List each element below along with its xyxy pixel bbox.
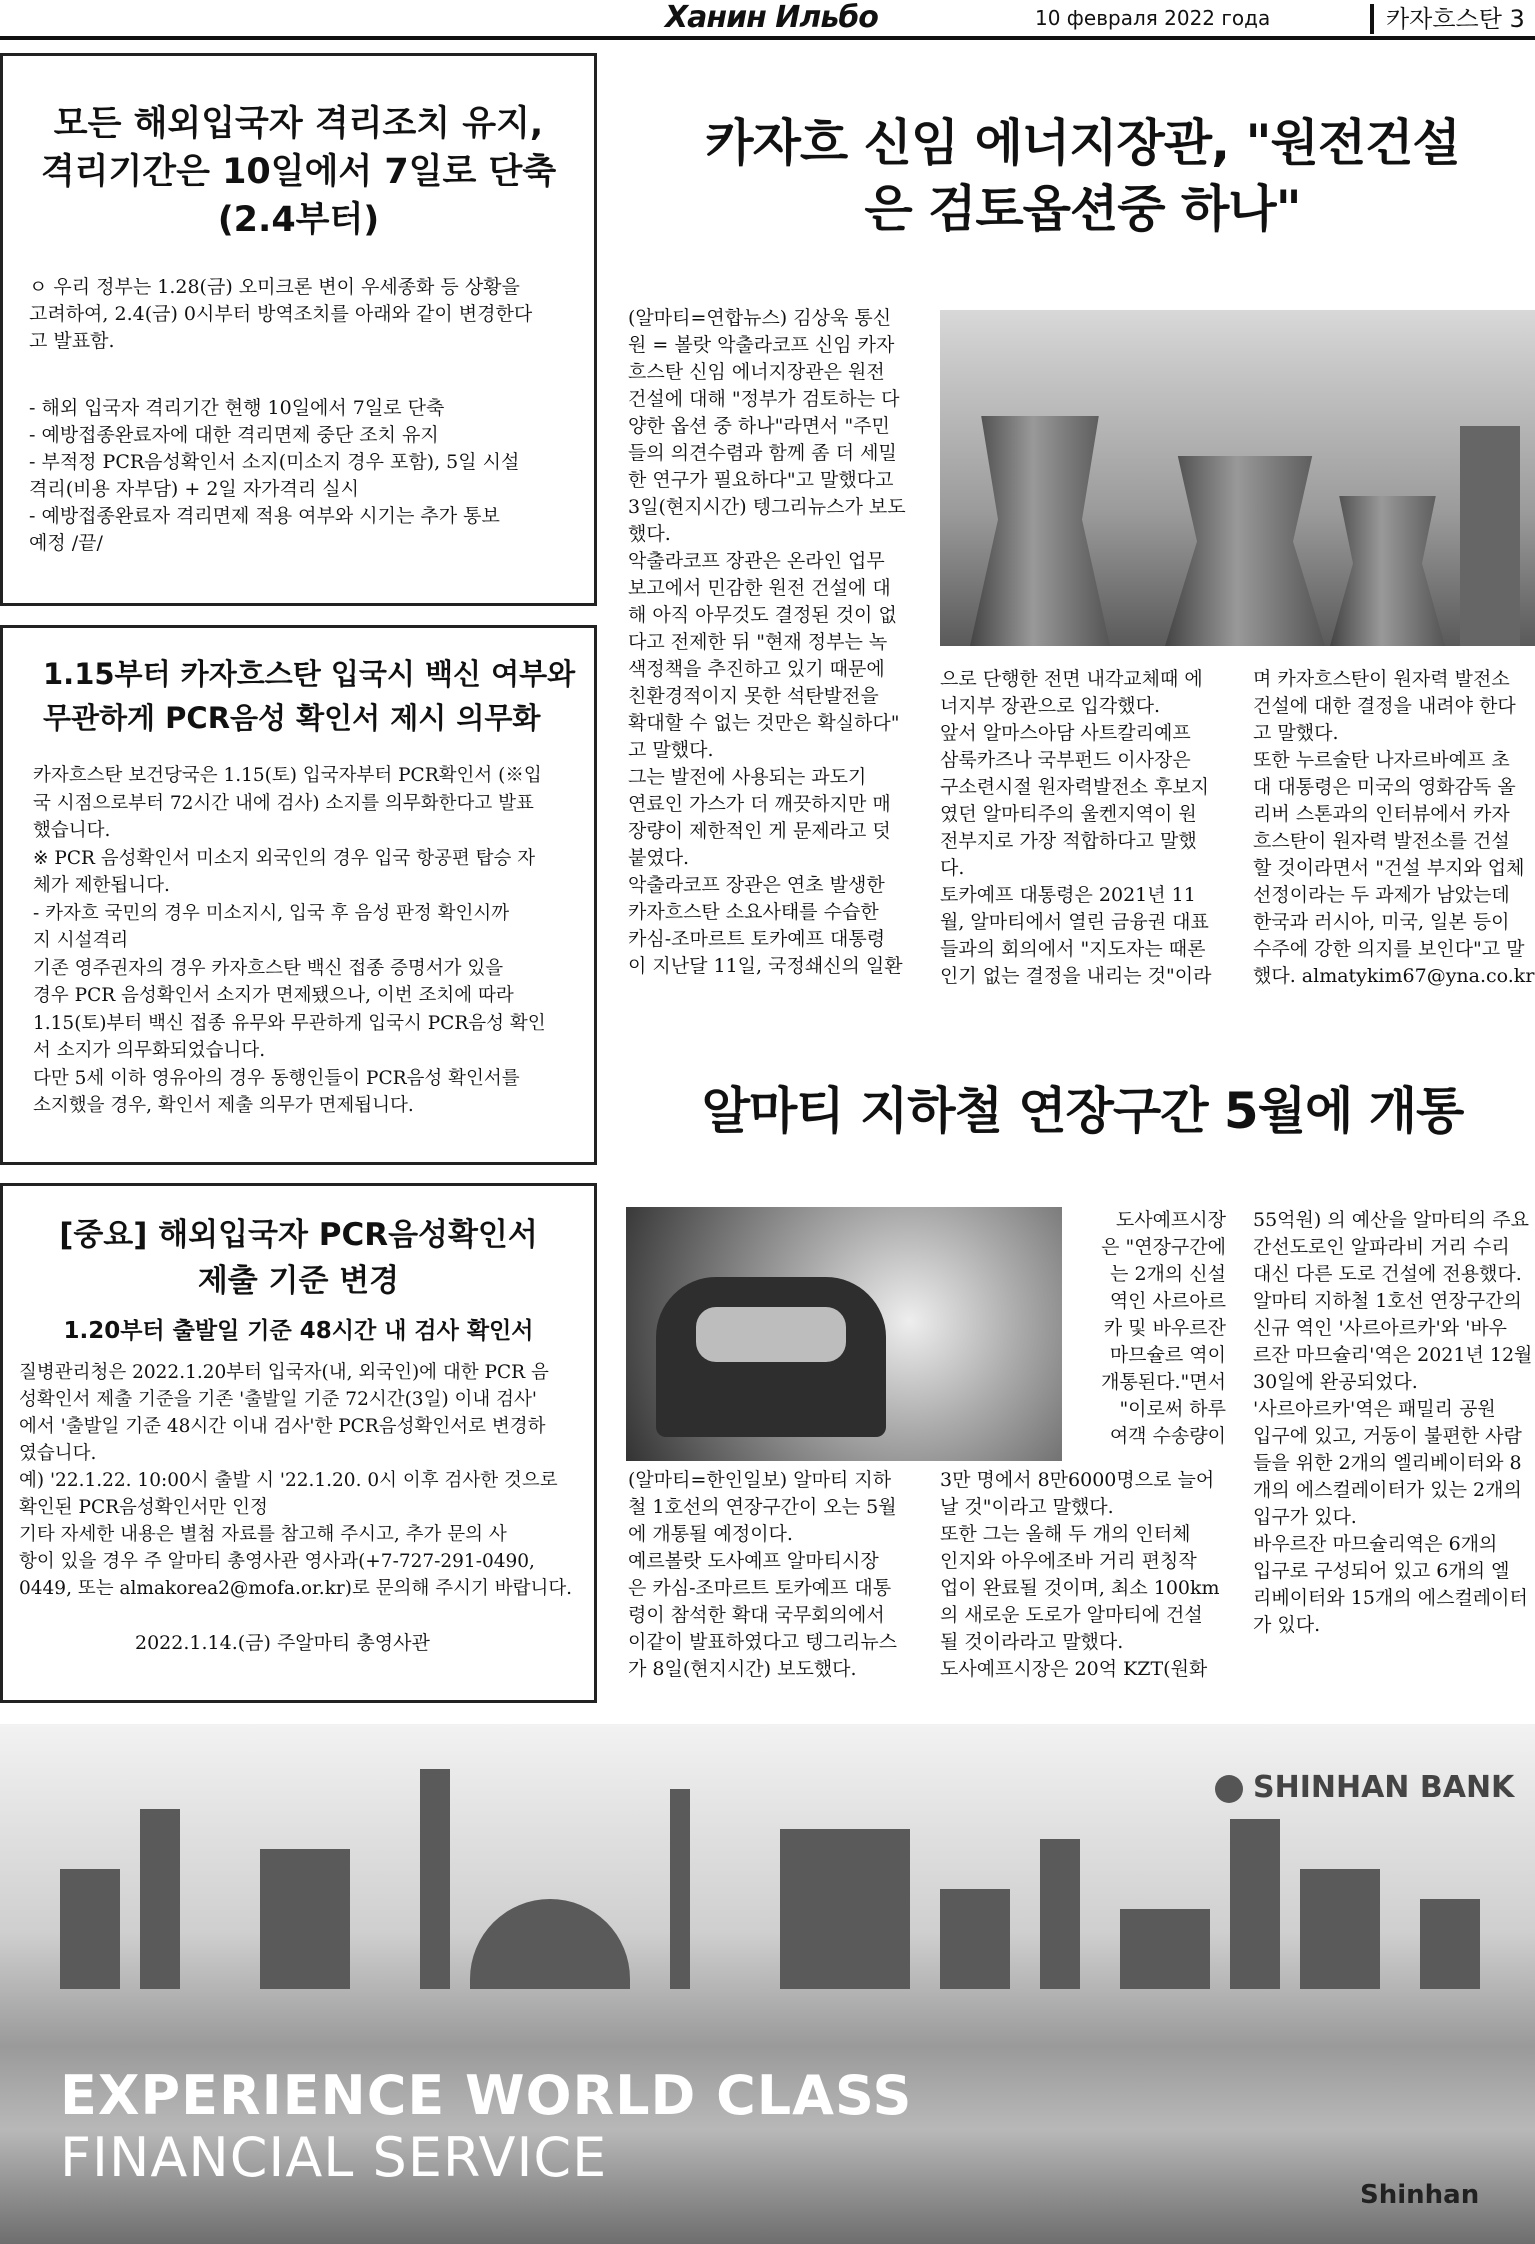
- notice-box-quarantine: [0, 53, 597, 606]
- notice-title-line: 무관하게 PCR음성 확인서 제시 의무화: [43, 701, 541, 735]
- text-line: 역인 사르아르: [1109, 1290, 1226, 1312]
- notice-line: 1.15(토)부터 백신 접종 유무와 무관하게 입국시 PCR음성 확인: [33, 1012, 546, 1034]
- notice-title-line: 모든 해외입국자 격리조치 유지,: [53, 104, 544, 144]
- text-line: 입구가 있다.: [1253, 1506, 1357, 1528]
- text-line: 원 = 볼랏 악출라코프 신임 카자: [628, 334, 895, 356]
- text-line: 보고에서 민감한 원전 건설에 대: [628, 577, 891, 599]
- notice-line: 경우 PCR 음성확인서 소지가 면제됐으나, 이번 조치에 따라: [33, 985, 514, 1006]
- text-line: 령이 참석한 확대 국무회의에서: [628, 1604, 885, 1626]
- text-line: 55억원) 의 예산을 알마티의 주요: [1253, 1209, 1529, 1231]
- text-line: 여객 수송량이: [1109, 1425, 1226, 1447]
- text-line: 리버 스톤과의 인터뷰에서 카자: [1253, 803, 1510, 825]
- shinhan-logo-text: Shinhan: [1360, 2180, 1480, 2210]
- notice-line: - 부적정 PCR음성확인서 소지(미소지 경우 포함), 5일 시설: [29, 451, 520, 473]
- notice-line: 카자흐스탄 보건당국은 1.15(토) 입국자부터 PCR확인서 (※입: [33, 765, 542, 786]
- text-line: 신규 역인 '사르아르카'와 '바우: [1253, 1317, 1508, 1339]
- text-line: 양한 옵션 중 하나"라면서 "주민: [628, 415, 890, 437]
- text-line: 가 있다.: [1253, 1614, 1321, 1636]
- notice-line: 체가 제한됩니다.: [33, 875, 170, 896]
- notice-line: 였습니다.: [19, 1443, 97, 1464]
- article-column: [628, 1467, 918, 1683]
- notice-line: - 예방접종완료자에 대한 격리면제 중단 조치 유지: [29, 424, 439, 446]
- text-line: 했다.: [628, 523, 671, 545]
- text-line: 너지부 장관으로 입각했다.: [940, 695, 1161, 717]
- notice-line: 소지했을 경우, 확인서 제출 의무가 면제됩니다.: [33, 1095, 414, 1116]
- text-line: 리베이터와 15개의 에스컬레이터: [1253, 1587, 1528, 1609]
- text-line: 예르볼랏 도사예프 알마티시장: [628, 1550, 879, 1572]
- notice-line: 서 소지가 의무화되었습니다.: [33, 1040, 266, 1061]
- text-line: 한 연구가 필요하다"고 말했다고: [628, 469, 894, 491]
- text-line: 철 1호선의 연장구간이 오는 5월: [628, 1496, 897, 1518]
- text-line: 해 아직 아무것도 결정된 것이 없: [628, 604, 897, 626]
- notice-title-line: 격리기간은 10일에서 7일로 단축: [40, 152, 557, 192]
- text-line: 인지와 아우에조바 거리 편칭작: [940, 1550, 1197, 1572]
- notice-line: 성확인서 제출 기준을 기존 '출발일 기준 72시간(3일) 이내 검사': [19, 1389, 537, 1410]
- notice-line: 고려하여, 2.4(금) 0시부터 방역조치를 아래와 같이 변경한다: [29, 303, 533, 325]
- text-line: 선정이라는 두 과제가 남았는데: [1253, 884, 1510, 906]
- article-headline: 알마티 지하철 연장구간 5월에 개통: [701, 1082, 1464, 1140]
- text-line: 날 것"이라고 말했다.: [940, 1496, 1114, 1518]
- headline-line: 은 검토옵션중 하나": [864, 180, 1301, 238]
- ad-tagline: FINANCIAL SERVICE: [60, 2126, 608, 2189]
- text-line: 카 및 바우르잔: [1103, 1317, 1226, 1339]
- article-column: [940, 1467, 1230, 1683]
- text-line: 악출라코프 장관은 온라인 업무: [628, 550, 885, 572]
- notice-line: 예) '22.1.22. 10:00시 출발 시 '22.1.20. 0시 이후 검사한 것으로: [19, 1470, 558, 1491]
- text-line: 될 것이라라고 말했다.: [940, 1631, 1124, 1653]
- notice-line: [29, 355, 574, 395]
- text-line: 또한 그는 올해 두 개의 인터체: [940, 1523, 1191, 1545]
- text-line: 들을 위한 2개의 엘리베이터와 8: [1253, 1452, 1522, 1474]
- notice-box-pcr-48h: [0, 1183, 597, 1703]
- text-line: 수주에 강한 의지를 보인다"고 말: [1253, 938, 1525, 960]
- article-column: [1096, 1207, 1226, 1450]
- text-line: 간선도로인 알파라비 거리 수리: [1253, 1236, 1510, 1258]
- text-line: 흐스탄이 원자력 발전소를 건설: [1253, 830, 1510, 852]
- text-line: 3일(현지시간) 텡그리뉴스가 보도: [628, 496, 906, 518]
- text-line: 이같이 발표하였다고 텡그리뉴스: [628, 1631, 898, 1653]
- text-line: 건설에 대해 "정부가 검토하는 다: [628, 388, 900, 410]
- text-line: (알마티=연합뉴스) 김상욱 통신: [628, 307, 892, 329]
- notice-title-line: 제출 기준 변경: [197, 1263, 400, 1299]
- notice-line: 국 시점으로부터 72시간 내에 검사) 소지를 의무화한다고 발표: [33, 792, 534, 814]
- text-line: 대신 다른 도로 건설에 전용했다.: [1253, 1263, 1522, 1285]
- notice-line: ※ PCR 음성확인서 미소지 외국인의 경우 입국 항공편 탑승 자: [33, 847, 536, 869]
- text-line: 색정책을 추진하고 있기 때문에: [628, 658, 885, 680]
- text-line: 입구에 있고, 거동이 불편한 사람: [1253, 1425, 1522, 1447]
- text-line: 확대할 수 없는 것만은 확실하다": [628, 712, 900, 734]
- text-line: 할 것이라면서 "건설 부지와 업체: [1253, 857, 1525, 879]
- notice-line: 질병관리청은 2022.1.20부터 입국자(내, 외국인)에 대한 PCR 음: [19, 1362, 549, 1383]
- notice-line: 항이 있을 경우 주 알마티 총영사관 영사과(+7-727-291-0490,: [19, 1551, 535, 1572]
- metro-train-photo: [626, 1207, 1062, 1461]
- notice-line: 기타 자세한 내용은 별첨 자료를 참고해 주시고, 추가 문의 사: [19, 1524, 507, 1545]
- text-line: 다고 전제한 뒤 "현재 정부는 녹: [628, 631, 888, 653]
- text-line: 대 대통령은 미국의 영화감독 올: [1253, 776, 1516, 798]
- text-line: 카자흐스탄 소요사태를 수습한: [628, 901, 879, 923]
- text-line: 개의 에스컬레이터가 있는 2개의: [1253, 1479, 1522, 1501]
- headline-line: 카자흐 신임 에너지장관, "원전건설: [705, 114, 1460, 172]
- article-column: [628, 305, 928, 980]
- text-line: 인기 없는 결정을 내리는 것"이라: [940, 965, 1212, 987]
- section-label: 카자흐스탄 3: [1370, 4, 1525, 34]
- text-line: 도사예프시장은 20억 KZT(원화: [940, 1658, 1208, 1680]
- issue-date: 10 февраля 2022 года: [1035, 6, 1271, 30]
- notice-line: 예정 /끝/: [29, 532, 103, 554]
- text-line: '사르아르카'역은 패밀리 공원: [1253, 1398, 1496, 1420]
- article-headline: [630, 110, 1535, 242]
- notice-line: ㅇ 우리 정부는 1.28(금) 오미크론 변이 우세종화 등 상황을: [29, 276, 520, 298]
- text-line: 앞서 알마스아담 사트칼리예프: [940, 722, 1191, 744]
- notice-title-line: [중요] 해외입국자 PCR음성확인서: [59, 1217, 538, 1253]
- text-line: 였던 알마티주의 울켄지역이 원: [940, 803, 1197, 825]
- notice-title-line: (2.4부터): [217, 200, 380, 240]
- text-line: 도사예프시장: [1115, 1209, 1226, 1231]
- notice-line: 고 발표함.: [29, 330, 115, 352]
- notice-footer: 2022.1.14.(금) 주알마티 총영사관: [135, 1632, 430, 1654]
- text-line: 악출라코프 장관은 연초 발생한: [628, 874, 885, 896]
- text-line: 구소련시절 원자력발전소 후보지: [940, 776, 1210, 798]
- bank-brand: [1215, 1770, 1514, 1805]
- notice-line: 기존 영주권자의 경우 카자흐스탄 백신 접종 증명서가 있을: [33, 957, 504, 979]
- notice-line: 에서 '출발일 기준 48시간 이내 검사'한 PCR음성확인서로 변경하: [19, 1416, 546, 1437]
- text-line: 다.: [940, 857, 965, 879]
- notice-line: 다만 5세 이하 영유아의 경우 동행인들이 PCR음성 확인서를: [33, 1067, 520, 1089]
- text-line: 그는 발전에 사용되는 과도기: [628, 766, 867, 788]
- text-line: 흐스탄 신임 에너지장관은 원전: [628, 361, 885, 383]
- text-line: 했다. almatykim67@yna.co.kr: [1253, 965, 1535, 987]
- text-line: 건설에 대한 결정을 내려야 한다: [1253, 695, 1516, 717]
- article-column: [1253, 1207, 1535, 1639]
- text-line: 의 새로운 도로가 알마티에 건설: [940, 1604, 1203, 1626]
- notice-line: - 해외 입국자 격리기간 현행 10일에서 7일로 단축: [29, 397, 445, 419]
- text-line: 는 2개의 신설: [1110, 1263, 1226, 1285]
- notice-line: 격리(비용 자부담) + 2일 자가격리 실시: [29, 478, 359, 500]
- text-line: 에 개통될 예정이다.: [628, 1523, 793, 1545]
- text-line: 들의 의견수렴과 함께 좀 더 세밀: [628, 442, 897, 464]
- notice-title-line: 1.15부터 카자흐스탄 입국시 백신 여부와: [43, 657, 576, 691]
- text-line: 바우르잔 마므슐리역은 6개의: [1253, 1533, 1498, 1555]
- text-line: 으로 단행한 전면 내각교체때 에: [940, 668, 1203, 690]
- masthead: Ханин Ильбо: [665, 0, 878, 35]
- text-line: 은 "연장구간에: [1101, 1236, 1226, 1258]
- text-line: 이 지난달 11일, 국정쇄신의 일환: [628, 955, 903, 977]
- ad-tagline: EXPERIENCE WORLD CLASS: [60, 2064, 913, 2127]
- text-line: 친환경적이지 못한 석탄발전을: [628, 685, 879, 707]
- text-line: 입구로 구성되어 있고 6개의 엘: [1253, 1560, 1510, 1582]
- header-rule: [0, 36, 1535, 40]
- text-line: 한국과 러시아, 미국, 일본 등이: [1253, 911, 1510, 933]
- text-line: 알마티 지하철 1호선 연장구간의: [1253, 1290, 1522, 1312]
- text-line: 삼룩카즈나 국부펀드 이사장은: [940, 749, 1191, 771]
- text-line: 개통된다."면서: [1101, 1371, 1226, 1393]
- text-line: 전부지로 가장 적합하다고 말했: [940, 830, 1197, 852]
- text-line: 며 카자흐스탄이 원자력 발전소: [1253, 668, 1510, 690]
- notice-line: - 예방접종완료자 격리면제 적용 여부와 시기는 추가 통보: [29, 505, 500, 527]
- text-line: 고 말했다.: [628, 739, 714, 761]
- notice-line: - 카자흐 국민의 경우 미소지시, 입국 후 음성 판정 확인시까: [33, 902, 510, 924]
- text-line: 장량이 제한적인 게 문제라고 덧: [628, 820, 891, 842]
- text-line: "이로써 하루: [1119, 1398, 1226, 1420]
- text-line: (알마티=한인일보) 알마티 지하: [628, 1469, 892, 1491]
- article-column: [940, 666, 1230, 990]
- text-line: 업이 완료될 것이며, 최소 100km: [940, 1577, 1220, 1599]
- text-line: 마므슐르 역이: [1109, 1344, 1226, 1366]
- notice-subtitle: 1.20부터 출발일 기준 48시간 내 검사 확인서: [63, 1318, 534, 1344]
- text-line: 가 8일(현지시간) 보도했다.: [628, 1658, 857, 1680]
- text-line: 3만 명에서 8만6000명으로 늘어: [940, 1469, 1215, 1491]
- text-line: 카심-조마르트 토카예프 대통령: [628, 928, 886, 950]
- notice-line: 했습니다.: [33, 820, 111, 841]
- text-line: 또한 누르술탄 나자르바예프 초: [1253, 749, 1510, 771]
- text-line: 월, 알마티에서 열린 금융권 대표: [940, 911, 1209, 933]
- text-line: 고 말했다.: [1253, 722, 1339, 744]
- bank-name: SHINHAN BANK: [1253, 1770, 1515, 1805]
- text-line: 들과의 회의에서 "지도자는 때론: [940, 938, 1206, 960]
- text-line: 은 카심-조마르트 토카예프 대통: [628, 1577, 892, 1599]
- text-line: 30일에 완공되었다.: [1253, 1371, 1418, 1393]
- text-line: 붙였다.: [628, 847, 690, 869]
- article-column: [1253, 666, 1535, 990]
- text-line: 연료인 가스가 더 깨끗하지만 매: [628, 793, 891, 815]
- notice-line: 확인된 PCR음성확인서만 인정: [19, 1497, 268, 1518]
- cooling-towers-photo: [940, 310, 1535, 646]
- notice-box-pcr-vaccine: [0, 625, 597, 1165]
- text-line: 르잔 마므슐리'역은 2021년 12월: [1253, 1344, 1533, 1366]
- notice-line: 지 시설격리: [33, 930, 129, 951]
- text-line: 토카예프 대통령은 2021년 11: [940, 884, 1196, 906]
- shinhan-logo-icon: [1215, 1775, 1243, 1803]
- notice-line: 0449, 또는 almakorea2@mofa.or.kr)로 문의해 주시기 바랍니다.: [19, 1578, 573, 1599]
